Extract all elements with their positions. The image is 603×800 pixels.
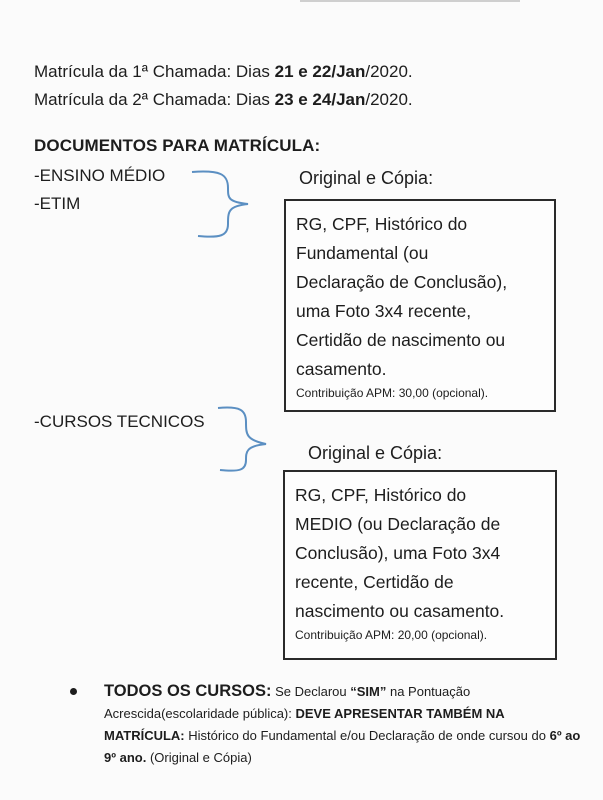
group2-documents-box bbox=[283, 470, 557, 660]
group2-original-copy: Original e Cópia: bbox=[308, 443, 443, 463]
first-call-line bbox=[34, 62, 413, 82]
group1-line: Fundamental (ou bbox=[296, 243, 429, 263]
note-text: (Original e Cópia) bbox=[146, 750, 252, 765]
second-call-days: 23 e 24/Jan bbox=[274, 90, 366, 109]
brace-icon bbox=[214, 404, 294, 474]
note-text: na Pontuação Acrescida(escolaridade pública): bbox=[104, 684, 471, 721]
group2-line: Conclusão), uma Foto 3x4 bbox=[295, 543, 501, 563]
note-title: TODOS OS CURSOS: bbox=[104, 682, 272, 700]
group1-line: Declaração de Conclusão), bbox=[296, 272, 508, 292]
first-call-days: 21 e 22/Jan bbox=[274, 62, 366, 81]
group2-line: nascimento ou casamento. bbox=[295, 601, 505, 621]
group1-line: uma Foto 3x4 recente, bbox=[296, 301, 472, 321]
group1-line: casamento. bbox=[296, 359, 387, 379]
group1-line: RG, CPF, Histórico do bbox=[296, 214, 468, 234]
course-etim: -ETIM bbox=[34, 194, 81, 213]
note-text: Se Declarou bbox=[271, 684, 351, 699]
documents-heading: DOCUMENTOS PARA MATRÍCULA: bbox=[34, 136, 321, 155]
note-sim: “SIM” bbox=[350, 684, 387, 699]
note-text: Histórico do Fundamental e/ou Declaração de onde cursou do bbox=[184, 728, 550, 743]
second-call-prefix: Matrícula da 2ª Chamada: Dias bbox=[34, 90, 275, 109]
group1-contribution: Contribuição APM: 30,00 (opcional). bbox=[296, 386, 489, 400]
group1-line: Certidão de nascimento ou bbox=[296, 330, 506, 350]
bullet-icon bbox=[70, 688, 77, 695]
note-grades: 6º ao 9º ano. bbox=[104, 728, 581, 765]
second-call-line bbox=[34, 90, 413, 110]
group2-line: recente, Certidão de bbox=[295, 572, 454, 592]
group2-line: MEDIO (ou Declaração de bbox=[295, 514, 501, 534]
note-must-present: DEVE APRESENTAR TAMBÉM NA MATRÍCULA: bbox=[104, 706, 505, 743]
second-call-suffix: /2020. bbox=[365, 90, 413, 109]
scan-top-edge bbox=[300, 0, 520, 2]
group1-original-copy: Original e Cópia: bbox=[299, 168, 434, 188]
first-call-suffix: /2020. bbox=[365, 62, 413, 81]
first-call-prefix: Matrícula da 1ª Chamada: Dias bbox=[34, 62, 275, 81]
brace-icon bbox=[190, 168, 270, 240]
all-courses-note bbox=[104, 680, 584, 769]
group2-contribution: Contribuição APM: 20,00 (opcional). bbox=[295, 628, 488, 642]
group2-line: RG, CPF, Histórico do bbox=[295, 485, 467, 505]
group1-documents-box bbox=[284, 199, 556, 412]
course-cursos-tecnicos: -CURSOS TECNICOS bbox=[34, 412, 205, 431]
course-ensino-medio: -ENSINO MÉDIO bbox=[34, 166, 166, 185]
